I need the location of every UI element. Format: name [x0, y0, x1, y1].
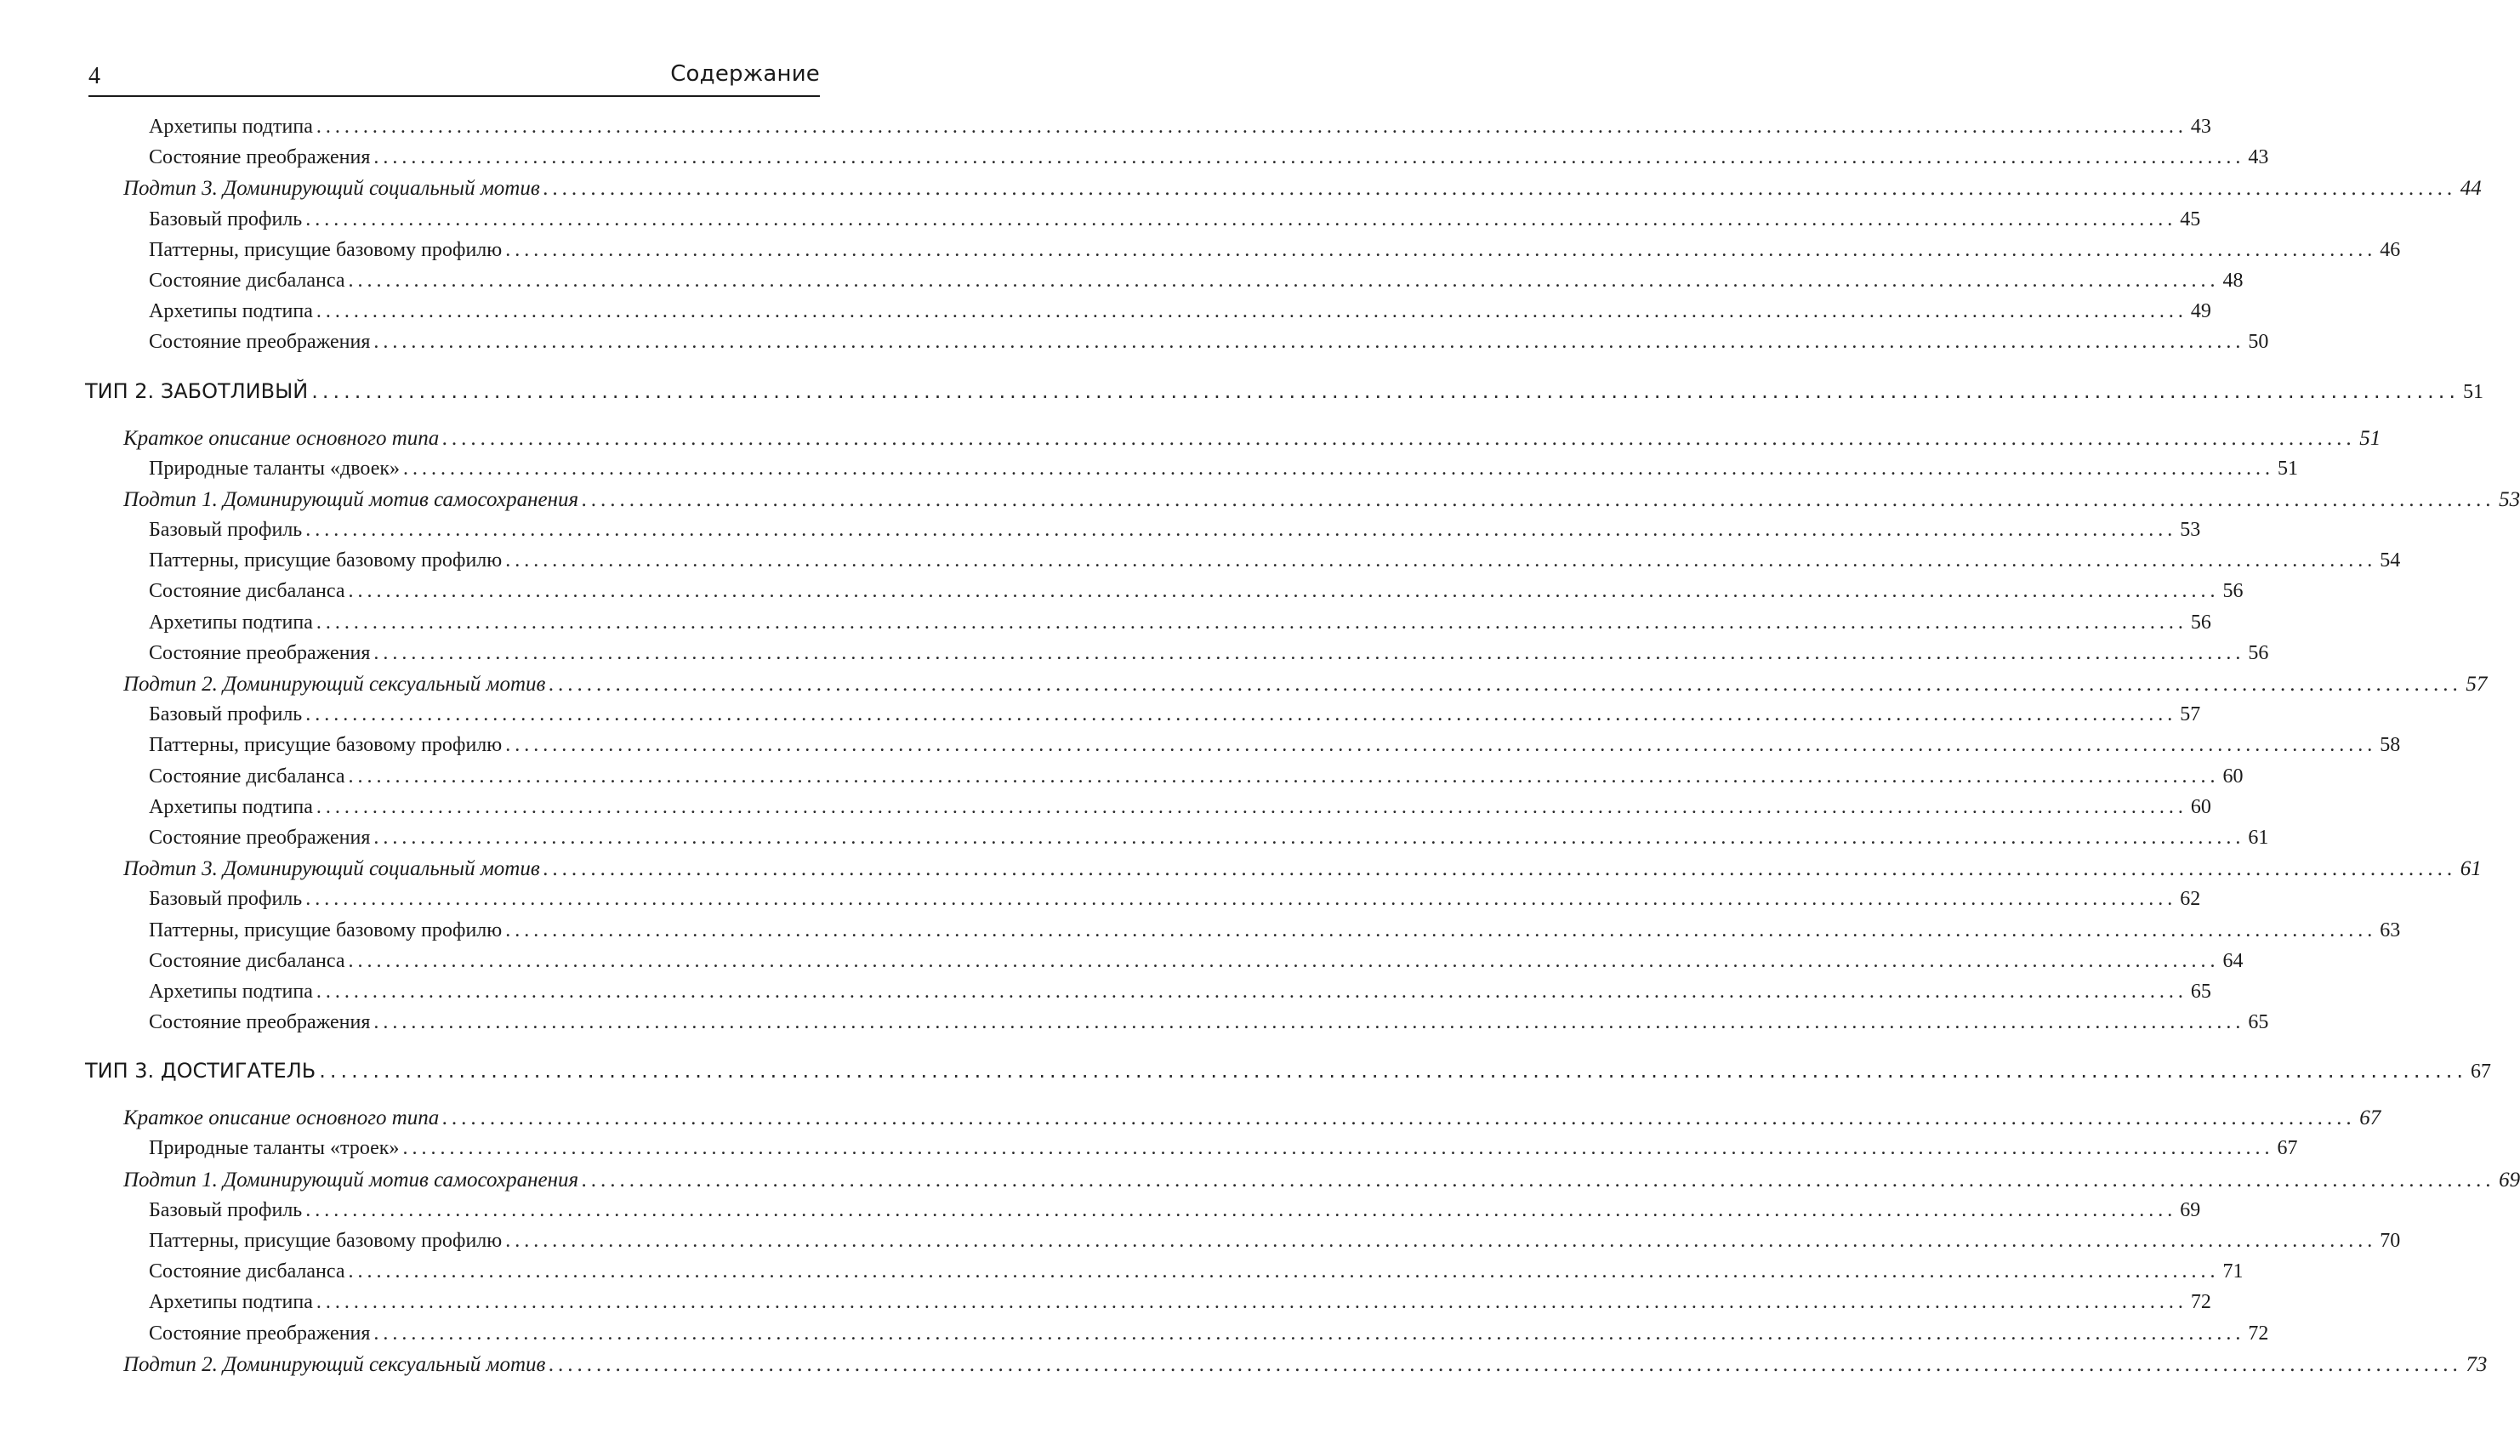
toc-entry-title: Паттерны, присущие базовому профилю — [149, 549, 503, 572]
toc-entry-title: Базовый профиль — [149, 1198, 303, 1221]
toc-entry-title: Состояние преображения — [149, 146, 371, 169]
toc-entry — [85, 1260, 2244, 1291]
toc-entry-title: Подтип 2. Доминирующий сексуальный мотив — [123, 673, 546, 696]
toc-entry-page-number: 60 — [2222, 765, 2244, 788]
toc-entry-title: Архетипы подтипа — [149, 116, 313, 138]
toc-entry — [85, 116, 2211, 146]
dot-leader: ........................................................................................................................................................................................................ — [373, 1322, 2245, 1345]
toc-entry-page-number: 51 — [2463, 380, 2484, 403]
toc-entry — [85, 1011, 2269, 1042]
page-header — [88, 61, 820, 97]
toc-entry-page-number: 72 — [2190, 1291, 2211, 1314]
toc-entry-title: Природные таланты «двоек» — [149, 457, 401, 480]
dot-leader: ........................................................................................................................................................................................................ — [442, 1106, 2357, 1130]
toc-entry-page-number: 56 — [2248, 641, 2269, 664]
dot-leader: ........................................................................................................................................................................................................ — [373, 826, 2245, 849]
dot-leader: ........................................................................................................................................................................................................ — [505, 1230, 2377, 1252]
toc-subtype-entry — [85, 487, 2520, 519]
dot-leader: ........................................................................................................................................................................................................ — [505, 919, 2377, 941]
dot-leader: ........................................................................................................................................................................................................ — [582, 1168, 2496, 1192]
dot-leader: ........................................................................................................................................................................................................ — [305, 519, 2177, 542]
toc-entry-page-number: 62 — [2180, 888, 2201, 911]
toc-entry-page-number: 61 — [2248, 826, 2269, 849]
dot-leader: ........................................................................................................................................................................................................ — [505, 734, 2377, 757]
toc-entry-page-number: 69 — [2180, 1198, 2201, 1221]
dot-leader: ........................................................................................................................................................................................................ — [348, 949, 2220, 972]
toc-entry-title: Подтип 1. Доминирующий мотив самосохранения — [123, 487, 579, 511]
toc-entry-title: Природные таланты «троек» — [149, 1137, 400, 1160]
dot-leader: ........................................................................................................................................................................................................ — [582, 487, 2496, 511]
toc-entry-page-number: 57 — [2180, 703, 2201, 726]
dot-leader: ........................................................................................................................................................................................................ — [305, 1198, 2177, 1221]
toc-entry — [85, 980, 2211, 1011]
toc-entry-title: Паттерны, присущие базовому профилю — [149, 734, 503, 757]
toc-entry-page-number: 48 — [2222, 269, 2244, 292]
running-head-title: Содержание — [670, 61, 820, 87]
toc-entry-title: Состояние дисбаланса — [149, 269, 345, 292]
dot-leader: ........................................................................................................................................................................................................ — [549, 673, 2463, 696]
toc-entry-title: Краткое описание основного типа — [123, 426, 440, 450]
toc-entry — [85, 1230, 2401, 1260]
toc-entry-page-number: 53 — [2499, 487, 2520, 511]
toc-entry — [85, 826, 2269, 857]
toc-entry — [85, 888, 2201, 919]
toc-entry-title: Архетипы подтипа — [149, 1291, 313, 1314]
dot-leader: ........................................................................................................................................................................................................ — [311, 378, 2460, 403]
toc-entry — [85, 1322, 2269, 1353]
dot-leader: ........................................................................................................................................................................................................ — [549, 1352, 2463, 1376]
toc-entry — [85, 208, 2201, 239]
toc-entry — [85, 765, 2244, 796]
toc-entry-page-number: 57 — [2466, 673, 2488, 696]
toc-entry-title: Состояние преображения — [149, 1011, 371, 1034]
toc-entry — [85, 611, 2211, 642]
toc-entry — [85, 1291, 2211, 1322]
toc-entry-title: Базовый профиль — [149, 519, 303, 542]
toc-type-heading — [85, 378, 2484, 415]
dot-leader: ........................................................................................................................................................................................................ — [316, 300, 2187, 323]
dot-leader: ........................................................................................................................................................................................................ — [319, 1059, 2467, 1083]
toc-entry-title: Состояние преображения — [149, 641, 371, 664]
toc-subtype-entry — [85, 673, 2488, 703]
toc-entry — [85, 949, 2244, 981]
toc-entry-title: Состояние преображения — [149, 331, 371, 354]
toc-entry — [85, 146, 2269, 177]
dot-leader: ........................................................................................................................................................................................................ — [373, 146, 2245, 169]
toc-entry-page-number: 64 — [2222, 949, 2244, 972]
toc-entry-page-number: 73 — [2466, 1352, 2488, 1376]
toc-entry-page-number: 65 — [2248, 1011, 2269, 1034]
toc-entry-title: Состояние дисбаланса — [149, 765, 345, 788]
toc-entry — [85, 549, 2401, 580]
toc-entry-title: Архетипы подтипа — [149, 980, 313, 1003]
page-number: 4 — [88, 63, 100, 89]
dot-leader: ........................................................................................................................................................................................................ — [543, 857, 2457, 881]
dot-leader: ........................................................................................................................................................................................................ — [373, 331, 2245, 354]
toc-entry-page-number: 44 — [2460, 177, 2482, 201]
toc-entry-page-number: 67 — [2471, 1061, 2491, 1083]
toc-entry — [85, 641, 2269, 673]
toc-entry-title: Подтип 1. Доминирующий мотив самосохранения — [123, 1168, 579, 1192]
toc-entry-title: Подтип 3. Доминирующий социальный мотив — [123, 177, 540, 201]
toc-entry-title: Состояние дисбаланса — [149, 949, 345, 972]
toc-entry — [85, 703, 2201, 734]
toc-entry-page-number: 46 — [2380, 238, 2401, 261]
toc-entry-title: Архетипы подтипа — [149, 300, 313, 323]
dot-leader: ........................................................................................................................................................................................................ — [348, 765, 2220, 788]
dot-leader: ........................................................................................................................................................................................................ — [316, 116, 2187, 138]
toc-subtype-entry — [85, 1168, 2520, 1199]
dot-leader: ........................................................................................................................................................................................................ — [403, 457, 2275, 480]
toc-entry — [85, 734, 2401, 765]
toc-entry-page-number: 45 — [2180, 208, 2201, 230]
dot-leader: ........................................................................................................................................................................................................ — [348, 269, 2220, 292]
dot-leader: ........................................................................................................................................................................................................ — [316, 795, 2187, 818]
toc-entry-page-number: 43 — [2248, 146, 2269, 169]
dot-leader: ........................................................................................................................................................................................................ — [305, 888, 2177, 911]
dot-leader: ........................................................................................................................................................................................................ — [505, 238, 2377, 261]
toc-entry-page-number: 71 — [2222, 1260, 2244, 1283]
toc-entry — [85, 519, 2201, 549]
dot-leader: ........................................................................................................................................................................................................ — [442, 426, 2357, 450]
toc-entry-page-number: 63 — [2380, 919, 2401, 941]
toc-entry-page-number: 70 — [2380, 1230, 2401, 1252]
toc-entry — [85, 269, 2244, 300]
toc-subtype-entry — [85, 1352, 2488, 1384]
toc-entry — [85, 919, 2401, 950]
toc-entry-title: Базовый профиль — [149, 703, 303, 726]
toc-entry-page-number: 56 — [2222, 580, 2244, 603]
toc-entry-page-number: 53 — [2180, 519, 2201, 542]
dot-leader: ........................................................................................................................................................................................................ — [373, 641, 2245, 664]
table-of-contents — [85, 116, 2520, 1384]
toc-entry — [85, 1137, 2298, 1168]
dot-leader: ........................................................................................................................................................................................................ — [402, 1137, 2274, 1160]
toc-entry-page-number: 54 — [2380, 549, 2401, 572]
toc-entry — [85, 580, 2244, 611]
toc-entry-page-number: 61 — [2460, 857, 2482, 881]
toc-entry-page-number: 58 — [2380, 734, 2401, 757]
toc-entry-page-number: 51 — [2359, 426, 2381, 450]
toc-entry-page-number: 65 — [2190, 980, 2211, 1003]
dot-leader: ........................................................................................................................................................................................................ — [305, 703, 2177, 726]
toc-subtype-entry — [85, 1106, 2381, 1137]
toc-entry-title: Состояние дисбаланса — [149, 1260, 345, 1283]
toc-entry-page-number: 56 — [2190, 611, 2211, 634]
toc-entry-page-number: 69 — [2499, 1168, 2520, 1192]
toc-entry-page-number: 67 — [2277, 1137, 2298, 1160]
dot-leader: ........................................................................................................................................................................................................ — [316, 980, 2187, 1003]
toc-entry — [85, 457, 2299, 488]
dot-leader: ........................................................................................................................................................................................................ — [543, 177, 2457, 201]
toc-entry-title: ТИП 2. ЗАБОТЛИВЫЙ — [85, 378, 309, 403]
toc-entry-page-number: 72 — [2248, 1322, 2269, 1345]
toc-entry-title: Базовый профиль — [149, 208, 303, 230]
toc-entry — [85, 1198, 2201, 1230]
toc-entry-title: Подтип 2. Доминирующий сексуальный мотив — [123, 1352, 546, 1376]
toc-entry-page-number: 43 — [2190, 116, 2211, 138]
toc-type-heading — [85, 1059, 2491, 1095]
dot-leader: ........................................................................................................................................................................................................ — [348, 1260, 2220, 1283]
toc-entry-title: Подтип 3. Доминирующий социальный мотив — [123, 857, 540, 881]
toc-entry-title: Архетипы подтипа — [149, 795, 313, 818]
toc-entry-title: Состояние дисбаланса — [149, 580, 345, 603]
toc-entry-title: Паттерны, присущие базовому профилю — [149, 238, 503, 261]
dot-leader: ........................................................................................................................................................................................................ — [348, 580, 2220, 603]
toc-entry-title: Краткое описание основного типа — [123, 1106, 440, 1130]
toc-entry-title: Состояние преображения — [149, 826, 371, 849]
toc-entry-title: Паттерны, присущие базовому профилю — [149, 1230, 503, 1252]
toc-entry-page-number: 49 — [2190, 300, 2211, 323]
toc-subtype-entry — [85, 857, 2482, 888]
toc-entry-title: Состояние преображения — [149, 1322, 371, 1345]
toc-entry — [85, 300, 2211, 331]
toc-entry — [85, 331, 2269, 361]
dot-leader: ........................................................................................................................................................................................................ — [316, 611, 2187, 634]
dot-leader: ........................................................................................................................................................................................................ — [373, 1011, 2245, 1034]
toc-entry-title: Паттерны, присущие базовому профилю — [149, 919, 503, 941]
toc-entry-page-number: 67 — [2359, 1106, 2381, 1130]
dot-leader: ........................................................................................................................................................................................................ — [305, 208, 2177, 230]
toc-entry-page-number: 51 — [2278, 457, 2299, 480]
toc-entry-page-number: 50 — [2248, 331, 2269, 354]
toc-entry-title: Базовый профиль — [149, 888, 303, 911]
dot-leader: ........................................................................................................................................................................................................ — [316, 1291, 2187, 1314]
toc-entry-title: ТИП 3. ДОСТИГАТЕЛЬ — [85, 1059, 316, 1083]
toc-entry-title: Архетипы подтипа — [149, 611, 313, 634]
toc-entry-page-number: 60 — [2190, 795, 2211, 818]
dot-leader: ........................................................................................................................................................................................................ — [505, 549, 2377, 572]
toc-subtype-entry — [85, 426, 2381, 458]
toc-entry — [85, 795, 2211, 827]
toc-entry — [85, 238, 2401, 270]
header-rule — [88, 95, 820, 97]
toc-subtype-entry — [85, 177, 2482, 208]
